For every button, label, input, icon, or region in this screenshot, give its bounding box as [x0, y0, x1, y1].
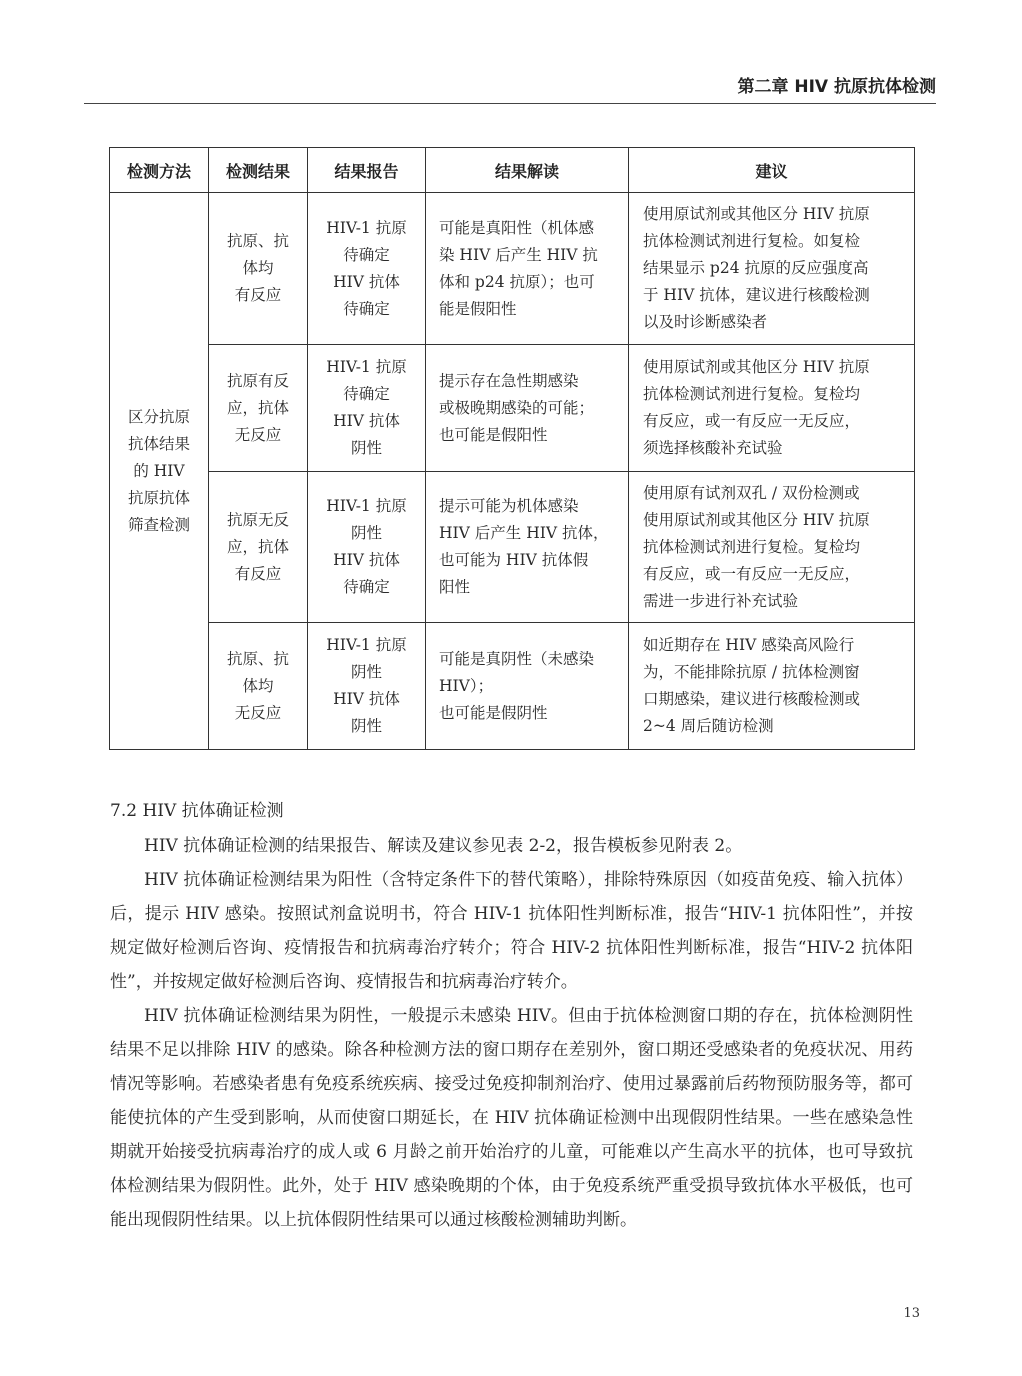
result-cell: 抗原有反 应，抗体 无反应	[209, 345, 308, 472]
table-row	[110, 345, 915, 472]
table-row	[110, 623, 915, 750]
result-cell: 抗原、抗 体均 有反应	[209, 193, 308, 345]
table-row	[110, 472, 915, 623]
advice-cell: 使用原试剂或其他区分 HIV 抗原 抗体检测试剂进行复检。如复检 结果显示 p24 抗原的反应强度高 于 HIV 抗体，建议进行核酸检测 以及时诊断感染者	[629, 193, 915, 345]
header-report: 结果报告	[308, 148, 426, 193]
results-table	[109, 147, 915, 750]
header-result: 检测结果	[209, 148, 308, 193]
advice-cell: 使用原试剂或其他区分 HIV 抗原 抗体检测试剂进行复检。复检均 有反应，或一有反应一无反应， 须选择核酸补充试验	[629, 345, 915, 472]
interpretation-cell: 可能是真阴性（未感染 HIV）； 也可能是假阴性	[426, 623, 629, 750]
advice-cell: 使用原有试剂双孔 / 双份检测或 使用原试剂或其他区分 HIV 抗原 抗体检测试剂进行复检。复检均 有反应，或一有反应一无反应， 需进一步进行补充试验	[629, 472, 915, 623]
section-heading: 7.2 HIV 抗体确证检测	[110, 801, 284, 821]
paragraph: HIV 抗体确证检测的结果报告、解读及建议参见表 2-2，报告模板参见附表 2。	[144, 836, 743, 856]
paragraph: HIV 抗体确证检测结果为阳性（含特定条件下的替代策略），排除特殊原因（如疫苗免疫、输入抗体）后，提示 HIV 感染。按照试剂盒说明书，符合 HIV-1 抗体阳性判断标准，报告“HIV-1 抗体阳性”，并按规定做好检测后咨询、疫情报告和抗病毒治疗转介；符合 HIV-2 抗体阳性判断标准，报告“HIV-2 抗体阳性”，并按规定做好检测后咨询、疫情报告和抗病毒治疗转介。	[110, 870, 913, 992]
advice-cell: 如近期存在 HIV 感染高风险行 为，不能排除抗原 / 抗体检测窗 口期感染，建议进行核酸检测或 2~4 周后随访检测	[629, 623, 915, 750]
result-cell: 抗原、抗 体均 无反应	[209, 623, 308, 750]
table-row	[110, 193, 915, 345]
chapter-header: 第二章 HIV 抗原抗体检测	[737, 77, 936, 97]
report-cell: HIV-1 抗原 待确定 HIV 抗体 阴性	[308, 345, 426, 472]
interpretation-cell: 提示存在急性期感染 或极晚期感染的可能； 也可能是假阳性	[426, 345, 629, 472]
report-cell: HIV-1 抗原 阴性 HIV 抗体 待确定	[308, 472, 426, 623]
result-cell: 抗原无反 应，抗体 有反应	[209, 472, 308, 623]
body-text	[110, 829, 913, 1237]
method-cell: 区分抗原 抗体结果 的 HIV 抗原抗体 筛查检测	[110, 193, 209, 750]
report-cell: HIV-1 抗原 待确定 HIV 抗体 待确定	[308, 193, 426, 345]
header-divider	[84, 103, 936, 104]
page-number: 13	[903, 1306, 920, 1321]
table-header-row	[110, 148, 915, 193]
report-cell: HIV-1 抗原 阴性 HIV 抗体 阴性	[308, 623, 426, 750]
header-method: 检测方法	[110, 148, 209, 193]
header-interpretation: 结果解读	[426, 148, 629, 193]
interpretation-cell: 可能是真阳性（机体感 染 HIV 后产生 HIV 抗 体和 p24 抗原）；也可 能是假阳性	[426, 193, 629, 345]
interpretation-cell: 提示可能为机体感染 HIV 后产生 HIV 抗体， 也可能为 HIV 抗体假 阳性	[426, 472, 629, 623]
paragraph: HIV 抗体确证检测结果为阴性，一般提示未感染 HIV。但由于抗体检测窗口期的存在，抗体检测阴性结果不足以排除 HIV 的感染。除各种检测方法的窗口期存在差别外，窗口期还受感染者的免疫状况、用药情况等影响。若感染者患有免疫系统疾病、接受过免疫抑制剂治疗、使用过暴露前后药物预防服务等，都可能使抗体的产生受到影响，从而使窗口期延长，在 HIV 抗体确证检测中出现假阴性结果。一些在感染急性期就开始接受抗病毒治疗的成人或 6 月龄之前开始治疗的儿童，可能难以产生高水平的抗体，也可导致抗体检测结果为假阴性。此外，处于 HIV 感染晚期的个体，由于免疫系统严重受损导致抗体水平极低，也可能出现假阴性结果。以上抗体假阴性结果可以通过核酸检测辅助判断。	[110, 1006, 913, 1230]
header-advice: 建议	[629, 148, 915, 193]
